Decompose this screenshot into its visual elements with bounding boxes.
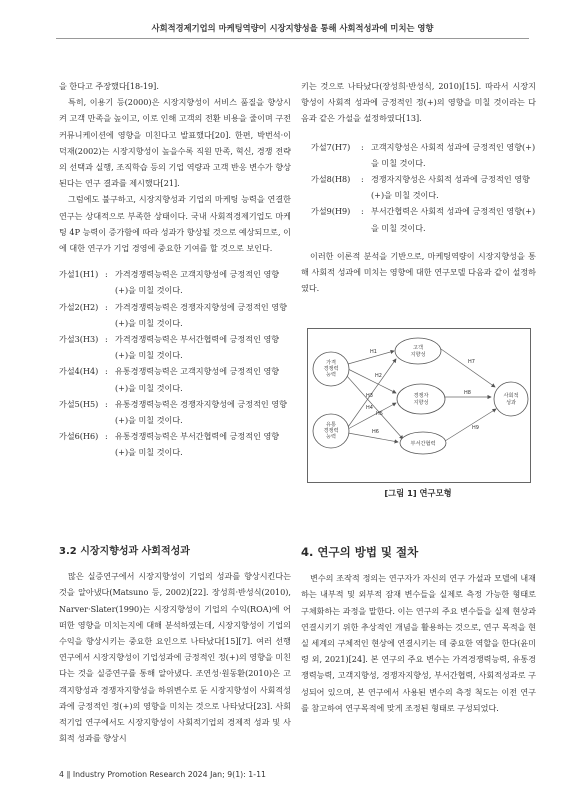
edge-h2: [348, 369, 396, 393]
edge-label-h1: H1: [370, 349, 377, 355]
hypothesis-item: 가설2(H2) : 가격경쟁력능력은 경쟁자지향성에 긍정적인 영향(+)을 미칠 것이다.: [59, 299, 291, 331]
svg-text:고객: 고객: [412, 345, 424, 351]
left-column: [59, 78, 291, 461]
svg-text:지향성: 지향성: [410, 352, 426, 358]
hypothesis-label: 가설6(H6): [59, 431, 99, 442]
edge-label-h6: H6: [372, 429, 379, 435]
hypothesis-text: 가격경쟁력능력은 경쟁자지향성에 긍정적인 영향(+)을 미칠 것이다.: [115, 301, 287, 328]
node-customer-orientation: [395, 338, 441, 364]
svg-text:성과: 성과: [505, 400, 517, 406]
svg-text:경쟁력: 경쟁력: [323, 366, 339, 372]
edge-label-h5: H5: [376, 411, 383, 417]
hypothesis-text: 유통경쟁력능력은 고객지향성에 긍정적인 영향(+)을 미칠 것이다.: [115, 366, 280, 393]
figure-caption: [그림 1] 연구모형: [384, 488, 452, 498]
svg-text:부서간협력: 부서간협력: [410, 441, 436, 447]
hypothesis-item: 가설3(H3) : 가격경쟁력능력은 부서간협력에 긍정적인 영향(+)을 미칠 것이다.: [59, 331, 291, 363]
edge-h7: [441, 349, 495, 387]
hypothesis-item: 가설9(H9) : 부서간협력은 사회적 성과에 긍정적인 영향(+)을 미칠 것이다.: [311, 203, 536, 235]
left-column-bottom: [59, 544, 291, 746]
hypothesis-item: 가설5(H5) : 유통경쟁력능력은 경쟁자지향성에 긍정적인 영향(+)을 미칠 것이다.: [59, 396, 291, 428]
hypothesis-label: 가설3(H3): [59, 334, 99, 345]
svg-text:유통: 유통: [325, 422, 337, 428]
svg-text:경쟁자: 경쟁자: [413, 393, 429, 399]
node-competitor-orientation: [397, 384, 445, 414]
right-column-bottom: [301, 544, 536, 716]
hypothesis-text: 경쟁자지향성은 사회적 성과에 긍정적인 영향(+)을 미칠 것이다.: [371, 174, 530, 201]
paragraph: 변수의 조작적 정의는 연구자가 자신의 연구 가설과 모델에 내재하는 내부적 및 외부적 잠재 변수들을 실제로 측정 가능한 형태로 구체화하는 과정을 말한다. 이는 연구의 주요 변수들을 실제 현상과 연결시키기 위한 추상적인 개념을 활용하는 것으로, 연구 목적을 현실 세계의 구체적인 현상에 연결시키는 데 중요한 역할을 한다(윤미령 외, 2021)[24]. 본 연구의 주요 변수는 가격경쟁력능력, 유통경쟁력능력, 고객지향성, 경쟁자지향성, 부서간협력, 사회적성과로 구성되어 있으며, 본 연구에서 사용된 변수의 측정 척도는 이전 연구를 참고하여 연구목적에 맞게 조정된 형태로 구성되었다.: [301, 573, 536, 713]
paragraph: 많은 실증연구에서 시장지향성이 기업의 성과를 향상시킨다는 것을 알아냈다(Matsuno 등, 2002)[22]. 장성희·반성식(2010), Narver·Slater(1990)는 시장지향성이 기업의 수익(ROA)에 어떠한 영향을 미치는지에 대해 분석하였는데, 시장지향성이 기업의 수익을 향상시키는 중요한 요인으로 나타났다[15][7]. 여러 선행연구에서 시장지향성이 기업성과에 긍정적인 정(+)의 영향을 미친다는 것을 실증연구를 통해 알아냈다. 조연성·원동환(2010)은 고객지향성과 경쟁자지향성을 하위변수로 둔 시장지향성이 사회적성과에 긍정적인 정(+)의 영향을 미치는 것으로 나타났다[23]. 사회적기업 연구에서도 시장지향성이 사회적기업의 경제적 성과 및 사회적 성과를 향상시: [59, 571, 291, 744]
section-heading: 3.2 시장지향성과 사회적성과: [59, 546, 190, 557]
page-footer: 4 ∥ Industry Promotion Research 2024 Jan; 9(1): 1-11: [59, 770, 267, 779]
hypothesis-list: [59, 266, 291, 460]
svg-text:지향성: 지향성: [413, 400, 429, 406]
hypothesis-item: 가설1(H1) : 가격경쟁력능력은 고객지향성에 긍정적인 영향(+)을 미칠 것이다.: [59, 266, 291, 298]
hypothesis-text: 가격경쟁력능력은 고객지향성에 긍정적인 영향(+)을 미칠 것이다.: [115, 269, 280, 296]
hypothesis-label: 가설8(H8): [311, 174, 351, 185]
edge-label-h8: H8: [464, 390, 471, 396]
paragraph: 이러한 이론적 분석을 기반으로, 마케팅역량이 시장지향성을 통해 사회적 성과에 미치는 영향에 대한 연구모델 다음과 같이 설정하였다.: [301, 250, 536, 294]
node-social-performance: [494, 382, 528, 416]
edge-label-h2: H2: [375, 373, 382, 379]
header-rule: [56, 38, 529, 39]
hypothesis-list: [301, 139, 536, 236]
hypothesis-text: 유통경쟁력능력은 부서간협력에 긍정적인 영향(+)을 미칠 것이다.: [115, 431, 280, 458]
hypothesis-text: 부서간협력은 사회적 성과에 긍정적인 영향(+)을 미칠 것이다.: [371, 206, 536, 233]
hypothesis-item: 가설7(H7) : 고객지향성은 사회적 성과에 긍정적인 영향(+)을 미칠 것이다.: [311, 139, 536, 171]
hypothesis-item: 가설4(H4) : 유통경쟁력능력은 고객지향성에 긍정적인 영향(+)을 미칠 것이다.: [59, 363, 291, 395]
right-column: [301, 78, 536, 296]
section-heading: 4. 연구의 방법 및 절차: [301, 545, 419, 559]
hypothesis-label: 가설4(H4): [59, 366, 99, 377]
paragraph: 키는 것으로 나타났다(장성희·반성식, 2010)[15]. 따라서 시장지향성이 사회적 성과에 긍정적인 정(+)의 영향을 미칠 것이라는 다음과 같은 가설을 설정하였다[13].: [301, 81, 536, 124]
hypothesis-text: 고객지향성은 사회적 성과에 긍정적인 영향(+)을 미칠 것이다.: [371, 141, 536, 168]
hypothesis-item: 가설6(H6) : 유통경쟁력능력은 부서간협력에 긍정적인 영향(+)을 미칠 것이다.: [59, 428, 291, 460]
running-head: 사회적경제기업의 마케팅역량이 시장지향성을 통해 사회적성과에 미치는 영향: [151, 23, 434, 33]
edge-label-h4: H4: [366, 405, 373, 411]
research-model-diagram: [308, 329, 530, 482]
paragraph: 그럼에도 불구하고, 시장지향성과 기업의 마케팅 능력을 연결한 연구는 상대적으로 부족한 상태이다. 국내 사회적경제기업도 마케팅 4P 능력이 증가함에 따라 성과가 향상될 것으로 예상되므로, 이에 대한 연구가 기업 경영에 중요한 기여를 할 것으로 보인다.: [59, 194, 291, 254]
hypothesis-item: 가설8(H8) : 경쟁자지향성은 사회적 성과에 긍정적인 영향(+)을 미칠 것이다.: [311, 171, 536, 203]
svg-text:사회적: 사회적: [503, 393, 519, 399]
hypothesis-label: 가설7(H7): [311, 141, 351, 152]
hypothesis-label: 가설5(H5): [59, 398, 99, 409]
paragraph: 을 한다고 주장했다[18-19].: [59, 81, 159, 91]
edge-label-h9: H9: [472, 425, 479, 431]
edge-label-h7: H7: [468, 359, 475, 365]
svg-text:능력: 능력: [325, 372, 337, 378]
edge-h9: [445, 409, 496, 441]
hypothesis-label: 가설2(H2): [59, 301, 99, 312]
hypothesis-text: 유통경쟁력능력은 경쟁자지향성에 긍정적인 영향(+)을 미칠 것이다.: [115, 398, 287, 426]
hypothesis-text: 가격경쟁력능력은 부서간협력에 긍정적인 영향(+)을 미칠 것이다.: [115, 334, 280, 361]
svg-text:경쟁력: 경쟁력: [323, 428, 339, 434]
hypothesis-label: 가설1(H1): [59, 269, 99, 280]
svg-text:능력: 능력: [325, 434, 337, 440]
svg-text:가격: 가격: [325, 360, 337, 366]
hypothesis-label: 가설9(H9): [311, 206, 351, 217]
research-model-figure: [307, 328, 531, 483]
edge-label-h3: H3: [366, 393, 373, 399]
paragraph: 특히, 이용기 등(2000)은 시장지향성이 서비스 품질을 향상시켜 고객 만족을 높이고, 이로 인해 고객의 전환 비용을 줄이며 구전 커뮤니케이션에 영향을 미친다고 발표했다[20]. 한편, 박번석·이덕재(2002)는 시장지향성이 높을수록 직원 만족, 혁신, 경쟁 전략의 선택과 실행, 조직학습 등의 기업 역량과 고객 반응 변수가 향상된다는 연구 결과를 제시했다[21].: [59, 97, 291, 189]
